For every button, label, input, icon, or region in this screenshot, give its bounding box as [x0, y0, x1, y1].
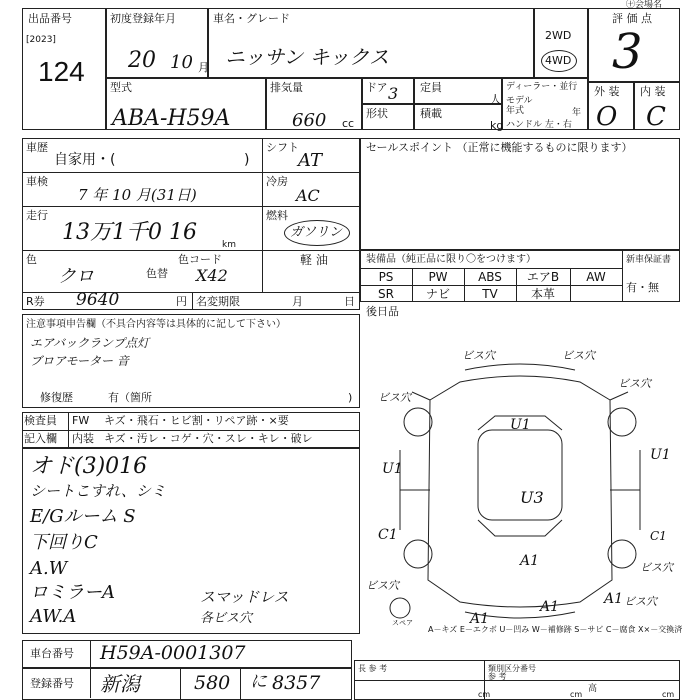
repair-close: ) [348, 391, 353, 404]
dealer-label: ディーラー・並行 [506, 82, 578, 92]
name-change-label: 名変期限 [196, 295, 240, 308]
reg-pref: 新潟 [100, 672, 140, 696]
score-label: 評 価 点 [612, 12, 652, 25]
vehicle-label: 車歴 [26, 141, 48, 154]
hand-note-odo: オド(3)016 [30, 454, 148, 479]
door-label: ドア [366, 81, 388, 94]
day-unit: 日 [344, 295, 355, 308]
inspector-interior-label: 内装 [72, 432, 94, 445]
fuel-label: 燃料 [266, 209, 288, 222]
hand-note-engine: E/Gルーム S [30, 506, 136, 527]
car-name-label: 車名・グレード [213, 12, 290, 25]
mark-u1-right: U1 [650, 447, 671, 463]
first-reg-month: 10 [170, 52, 193, 73]
reg-label: 登録番号 [30, 677, 74, 690]
listing-no-label: 出品番号 [28, 12, 72, 25]
hand-note-aw: A.W [30, 558, 68, 579]
shift-label: シフト [266, 141, 299, 154]
reg-kana: に [250, 672, 267, 692]
ref-height: 高 [588, 684, 598, 694]
month-unit: 月 [292, 295, 303, 308]
equip-pw: PW [428, 270, 448, 284]
fuel-gas: ガソリン [290, 225, 343, 240]
sales-title: セールスポイント （正常に機能するものに限ります） [366, 141, 633, 154]
drive-4wd: 4WD [545, 54, 572, 67]
mileage-value: 13万1千0 16 [62, 220, 197, 245]
damage-legend: A－キズ E－エクボ U－凹み W－補修跡 S－サビ C－腐食 X×－交換済 [428, 625, 683, 634]
mileage-label: 走行 [26, 209, 48, 222]
reg-number: 8357 [272, 672, 321, 694]
repair-label: 修復歴 [40, 391, 73, 404]
mark-a1-rear: A1 [520, 553, 540, 569]
inspector-row1: キズ・飛石・ヒビ割・リペア跡・×要 [104, 414, 289, 427]
car-name: ニッサン キックス [225, 45, 389, 69]
handle-label: ハンドル 左・右 [506, 120, 572, 130]
exterior-grade: O [596, 102, 618, 132]
size-cm1: cm [478, 690, 491, 699]
shape-label: 形状 [366, 107, 388, 120]
recycle-value: 9640 [76, 290, 120, 310]
mark-a1-bl: A1 [470, 611, 490, 627]
new-car-label: 新車保証書 [626, 255, 672, 265]
mark-a1-bumper: A1 [540, 599, 560, 615]
kg-unit: kg [490, 119, 504, 132]
fuel-oil: 軽 油 [300, 253, 328, 267]
rear-seat-label: 後日品 [366, 305, 399, 318]
mark-a1-br: A1 [604, 591, 624, 607]
hand-note-seat: シートこすれ、シミ [30, 482, 166, 500]
right-note-studless: スマッドレス [200, 588, 289, 606]
inspector-label2: 記入欄 [24, 432, 57, 445]
hand-note-underbody: 下回りC [30, 532, 98, 553]
new-car-value: 有・無 [626, 281, 659, 294]
inspector-label1: 検査員 [24, 414, 57, 427]
equip-ps: PS [378, 270, 394, 284]
mark-c1-left: C1 [378, 527, 398, 543]
exterior-label: 外 装 [594, 85, 620, 98]
color-change-label: 色替 [146, 267, 168, 280]
person-unit: 人 [490, 93, 501, 106]
mark-screw-br: ビス穴 [640, 561, 673, 574]
drive-4wd-circle [541, 50, 577, 72]
car-body-diagram [360, 330, 680, 630]
model-label: 型式 [110, 81, 132, 94]
mark-c1-right: C1 [650, 529, 667, 543]
model-year-label: モデル 年式 [506, 96, 533, 116]
first-reg-label: 初度登録年月 [110, 12, 176, 25]
color-code: X42 [196, 266, 228, 285]
vehicle-close: ) [244, 152, 250, 168]
right-note-screws: 各ビス穴 [200, 611, 253, 626]
mark-screw-right: ビス穴 [618, 377, 651, 390]
chassis-label: 車台番号 [30, 647, 74, 660]
first-reg-month-unit: 月 [198, 61, 209, 74]
cc-unit: cc [342, 117, 355, 130]
color-label: 色 [26, 253, 37, 266]
equip-navi: ナビ [425, 287, 450, 301]
ref-note: 参 考 [488, 672, 507, 681]
inspector-row2: キズ・汚レ・コゲ・穴・スレ・キレ・破レ [104, 432, 313, 445]
equip-aw: AW [586, 270, 606, 284]
capacity-label: 定員 [420, 81, 442, 94]
hand-note-awa: AW.A [30, 606, 77, 627]
year-unit: 年 [572, 108, 582, 118]
interior-label: 内 装 [640, 85, 666, 98]
inspection-value: 7 年 10 月(31日) [78, 186, 197, 204]
ref-length: 長 参 考 [358, 664, 388, 673]
reg-class: 580 [194, 672, 231, 694]
sales-block [360, 138, 680, 250]
model-value: ABA-H59A [112, 106, 231, 131]
ac-label: 冷房 [266, 175, 288, 188]
notes-line2: ブロアモーター 音 [30, 354, 129, 368]
chassis-number: H59A-0001307 [100, 642, 246, 664]
mark-u3-roof: U3 [520, 488, 544, 507]
equip-tv: TV [482, 287, 498, 301]
mark-screw-bl: ビス穴 [366, 579, 399, 592]
door-value: 3 [388, 84, 399, 103]
company-mark: ㊉会場名 [626, 0, 663, 10]
interior-grade: C [646, 102, 666, 132]
mark-screw-tl: ビス穴 [462, 349, 495, 362]
notes-title: 注意事項申告欄（不具合内容等は具体的に記して下さい） [26, 319, 286, 330]
score-value: 3 [612, 24, 643, 80]
mark-screw-br2: ビス穴 [624, 595, 657, 608]
color-value: クロ [58, 266, 94, 287]
mark-screw-left: ビス穴 [378, 391, 411, 404]
km-unit: km [222, 240, 236, 250]
equip-abs: ABS [478, 270, 502, 284]
size-cm3: cm [662, 690, 675, 699]
notes-line1: エアバックランプ点灯 [30, 336, 150, 350]
load-label: 積載 [420, 107, 442, 120]
ac-value: AC [296, 186, 320, 205]
inspection-label: 車検 [26, 175, 48, 188]
mark-u1-left: U1 [382, 461, 403, 477]
mark-u1-hood: U1 [510, 417, 531, 433]
year-code: [2023] [26, 35, 56, 45]
spare-label: スペア [392, 619, 413, 627]
hand-note-mirror: ロミラーA [30, 582, 115, 603]
yen-unit: 円 [176, 295, 187, 308]
equip-sr: SR [378, 287, 394, 301]
equip-title: 装備品（純正品に限り〇をつけます） [366, 254, 536, 265]
fuel-gas-circle [284, 220, 350, 246]
vehicle-value: 自家用・( [54, 152, 116, 168]
mark-screw-tr: ビス穴 [562, 349, 595, 362]
repair-value: 有（箇所 [108, 391, 152, 404]
equip-leather: 本革 [530, 287, 555, 301]
displacement-value: 660 [292, 110, 327, 131]
inspector-fw: FW [72, 414, 90, 427]
displacement-label: 排気量 [270, 81, 303, 94]
color-code-label: 色コード [178, 253, 222, 266]
ref-class: 類別区分番号 [488, 664, 536, 673]
size-cm2: cm [570, 690, 583, 699]
equip-airbag: エアB [526, 270, 560, 284]
recycle-label: R券 [26, 295, 45, 308]
first-reg-year: 20 [128, 48, 156, 73]
listing-number: 124 [38, 56, 85, 87]
drive-2wd: 2WD [545, 29, 572, 42]
shift-value: AT [298, 150, 323, 171]
